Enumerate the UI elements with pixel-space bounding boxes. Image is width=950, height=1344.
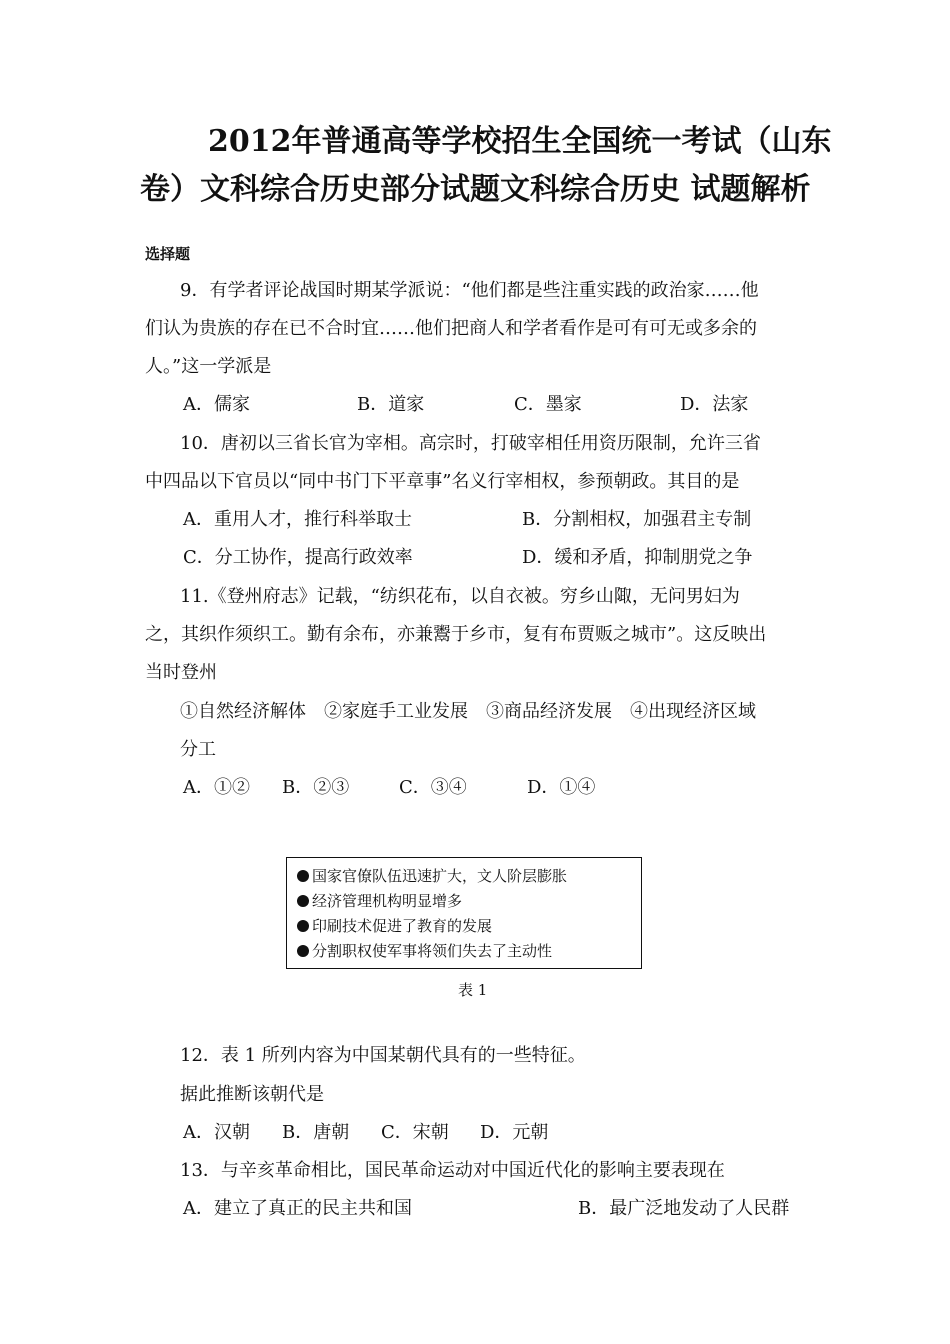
q12-option-a: A．汉朝 [183, 1122, 250, 1143]
table-1-item-text: 分割职权使军事将领们失去了主动性 [312, 942, 553, 960]
table-1-item [297, 889, 631, 914]
bullet-icon [297, 870, 309, 882]
q11-stem-line-3: 当时登州 [145, 662, 217, 683]
q10-option-c: C．分工协作，提高行政效率 [183, 547, 413, 568]
q9-option-b: B．道家 [357, 394, 425, 415]
q12-option-b: B．唐朝 [282, 1122, 350, 1143]
q12-stem-line-2: 据此推断该朝代是 [180, 1084, 324, 1105]
q13-option-a: A．建立了真正的民主共和国 [183, 1198, 412, 1219]
q11-items-line-1: ①自然经济解体 ②家庭手工业发展 ③商品经济发展 ④出现经济区域 [180, 701, 756, 722]
bullet-icon [297, 895, 309, 907]
table-1-item [297, 914, 631, 939]
q12-option-d: D．元朝 [480, 1122, 549, 1143]
q9-stem-line-1: 9．有学者评论战国时期某学派说：“他们都是些注重实践的政治家……他 [180, 280, 759, 301]
document-title-line-2: 卷）文科综合历史部分试题文科综合历史 试题解析 [140, 172, 811, 207]
q13-option-b: B．最广泛地发动了人民群 [578, 1198, 790, 1219]
q11-items-line-2: 分工 [180, 739, 216, 760]
q10-option-b: B．分割相权，加强君主专制 [522, 509, 752, 530]
table-1-item-text: 经济管理机构明显增多 [312, 892, 463, 910]
q13-stem-line-1: 13．与辛亥革命相比，国民革命运动对中国近代化的影响主要表现在 [180, 1160, 725, 1181]
table-1-box [286, 857, 642, 969]
q11-option-d: D．①④ [527, 777, 596, 798]
q12-stem-line-1: 12．表 1 所列内容为中国某朝代具有的一些特征。 [180, 1045, 586, 1066]
q11-option-c: C．③④ [399, 777, 467, 798]
bullet-icon [297, 920, 309, 932]
section-label: 选择题 [145, 245, 191, 263]
table-1-item [297, 939, 631, 964]
q12-option-c: C．宋朝 [381, 1122, 449, 1143]
bullet-icon [297, 945, 309, 957]
q10-option-a: A．重用人才，推行科举取士 [183, 509, 412, 530]
table-1-item-text: 印刷技术促进了教育的发展 [312, 917, 493, 935]
table-1-item [297, 864, 631, 889]
q11-stem-line-1: 11.《登州府志》记载，“纺织花布，以自衣被。穷乡山陬，无问男妇为 [180, 586, 740, 607]
table-1-item-text: 国家官僚队伍迅速扩大，文人阶层膨胀 [312, 867, 568, 885]
q11-option-b: B．②③ [282, 777, 350, 798]
q11-stem-line-2: 之，其织作须织工。勤有余布，亦兼鬻于乡市，复有布贾贩之城市”。这反映出 [145, 624, 767, 645]
q10-option-d: D．缓和矛盾，抑制朋党之争 [522, 547, 753, 568]
table-1-caption: 表 1 [458, 981, 488, 999]
q9-option-a: A．儒家 [183, 394, 250, 415]
q9-option-c: C．墨家 [514, 394, 582, 415]
q11-option-a: A．①② [183, 777, 250, 798]
q10-stem-line-2: 中四品以下官员以“同中书门下平章事”名义行宰相权，参预朝政。其目的是 [145, 471, 740, 492]
q10-stem-line-1: 10．唐初以三省长官为宰相。高宗时，打破宰相任用资历限制，允许三省 [180, 433, 761, 454]
q9-option-d: D．法家 [680, 394, 749, 415]
document-title-line-1: 2012年普通高等学校招生全国统一考试（山东 [208, 124, 832, 159]
q9-stem-line-3: 人。”这一学派是 [145, 356, 272, 377]
q9-stem-line-2: 们认为贵族的存在已不合时宜……他们把商人和学者看作是可有可无或多余的 [145, 318, 757, 339]
